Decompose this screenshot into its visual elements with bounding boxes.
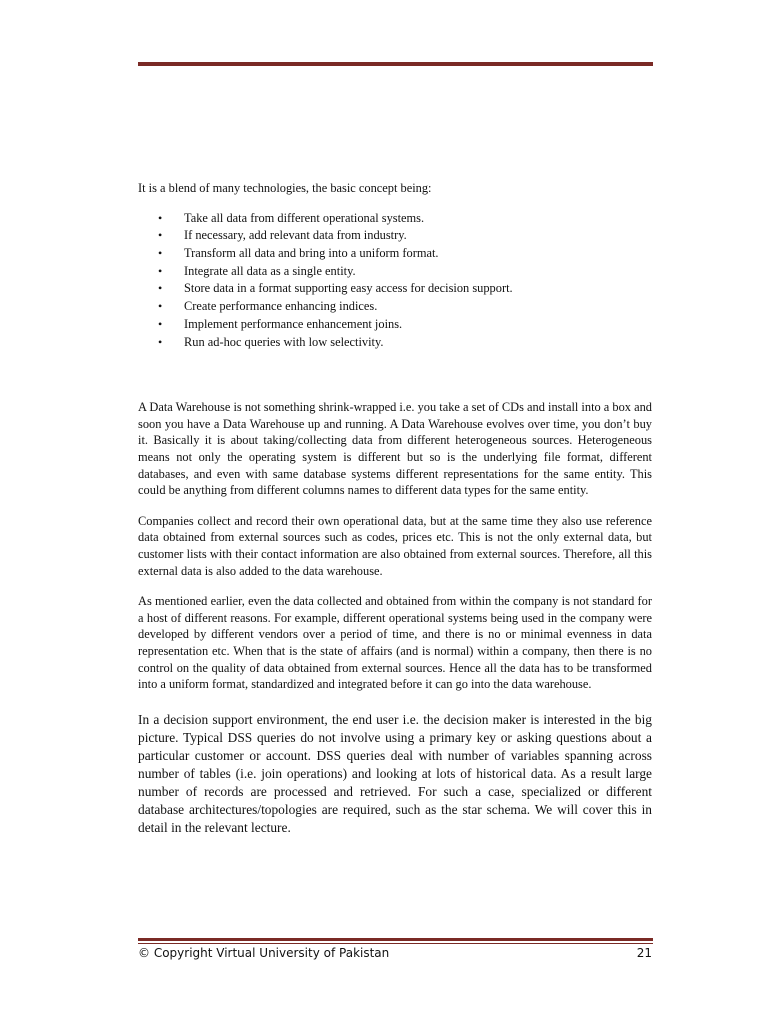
footer-rule-thin bbox=[138, 943, 653, 944]
paragraph-decision-support: In a decision support environment, the end user i.e. the decision maker is interested in the big picture. Typical DSS queries do not involve using a primary key or asking questions about a particular customer or account. DSS queries deal with number of variables spanning across number of tables (i.e. join operations) and looking at lots of historical data. As a result large number of records are processed and retrieved. For such a case, specialized or different database architectures/topologies are required, such as the star schema. We will cover this in detail in the relevant lecture. bbox=[138, 711, 652, 836]
bullet-icon: • bbox=[158, 281, 163, 296]
bullet-icon: • bbox=[158, 299, 163, 314]
list-item bbox=[138, 280, 652, 298]
list-item bbox=[138, 263, 652, 281]
list-item bbox=[138, 316, 652, 334]
header-rule bbox=[138, 62, 653, 66]
list-item bbox=[138, 227, 652, 245]
bullet-icon: • bbox=[158, 334, 163, 349]
page-body bbox=[138, 180, 652, 837]
list-item-text: Transform all data and bring into a uniform format. bbox=[184, 246, 439, 260]
list-item-text: Integrate all data as a single entity. bbox=[184, 263, 356, 278]
bullet-icon: • bbox=[158, 263, 163, 278]
list-item bbox=[138, 298, 652, 316]
footer-rule bbox=[138, 938, 653, 941]
paragraph-data-warehouse-evolves: A Data Warehouse is not something shrink-wrapped i.e. you take a set of CDs and install into a box and soon you have a Data Warehouse up and running. A Data Warehouse evolves over time, you don’t buy it. Basically it is about taking/collecting data from different heterogeneous sources. Heterogeneous means not only the operating system is different but so is the underlying file format, different databases, and even with same database systems different representations for the same entity. This could be anything from different columns names to different data types for the same entity. bbox=[138, 400, 652, 498]
intro-text: It is a blend of many technologies, the basic concept being: bbox=[138, 181, 432, 195]
list-item-text: Store data in a format supporting easy access for decision support. bbox=[184, 281, 513, 296]
list-item-text: Implement performance enhancement joins. bbox=[184, 316, 403, 331]
paragraph-data-standardization: As mentioned earlier, even the data collected and obtained from within the company is not standard for a host of different reasons. For example, different operational systems being used in the company were developed by different vendors over a period of time, and there is no or minimal evenness in data representation etc. When that is the state of affairs (and is normal) within a company, then there is no control on the quality of data obtained from external sources. Hence all the data has to be transformed into a uniform format, standardized and integrated before it can go into the data warehouse. bbox=[138, 594, 652, 692]
bullet-icon: • bbox=[158, 210, 163, 225]
list-item-text: Run ad-hoc queries with low selectivity. bbox=[184, 334, 384, 349]
list-item bbox=[138, 245, 652, 263]
list-item bbox=[138, 334, 652, 352]
list-item-text: Take all data from different operational systems. bbox=[184, 210, 425, 225]
list-item-text: If necessary, add relevant data from industry. bbox=[184, 228, 407, 243]
bullet-list bbox=[138, 210, 652, 352]
paragraph-external-data: Companies collect and record their own operational data, but at the same time they also use reference data obtained from external sources such as codes, prices etc. This is not the only external data, but customer lists with their contact information are also obtained from external sources. Therefore, all this external data is also added to the data warehouse. bbox=[138, 513, 652, 578]
bullet-icon: • bbox=[158, 316, 163, 331]
list-item bbox=[138, 210, 652, 228]
bullet-icon: • bbox=[158, 246, 163, 260]
list-item-text: Create performance enhancing indices. bbox=[184, 299, 378, 314]
bullet-icon: • bbox=[158, 228, 163, 243]
page-number: 21 bbox=[636, 946, 652, 960]
footer-copyright: © Copyright Virtual University of Pakistan bbox=[138, 946, 390, 960]
